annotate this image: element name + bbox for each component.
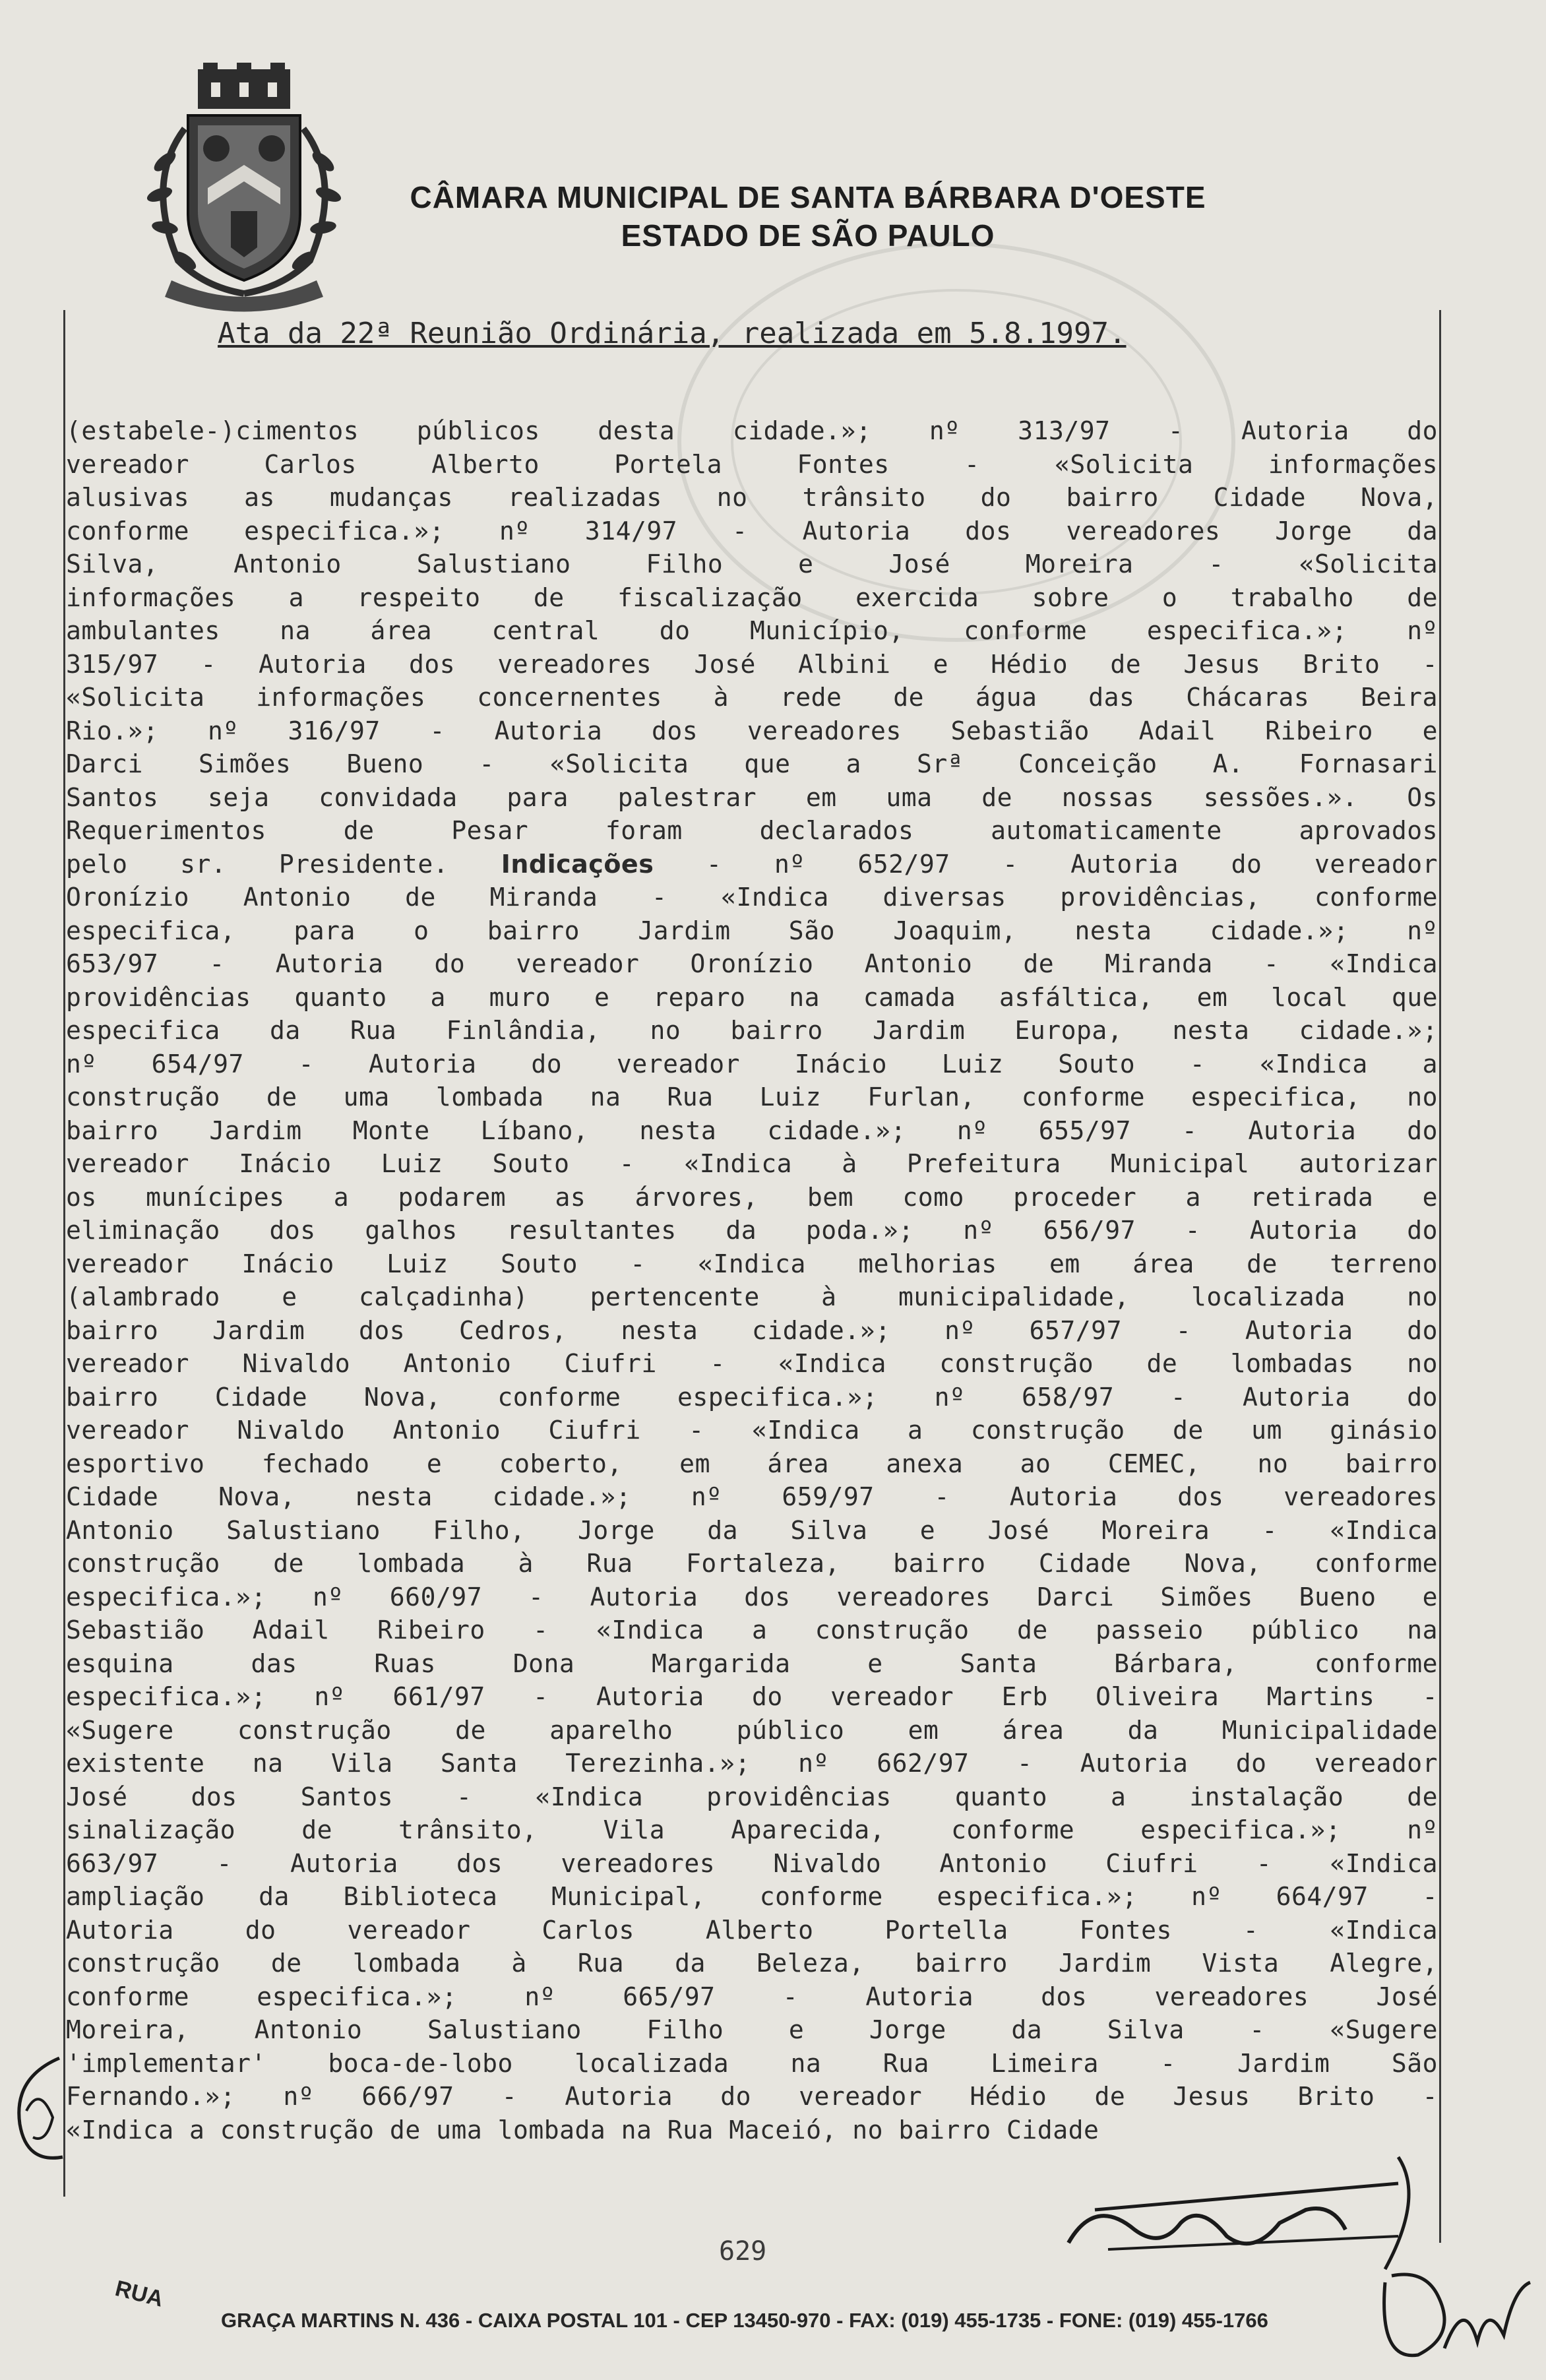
body-line: especifica, para o bairro Jardim São Joaquim, nesta cidade.»; nº xyxy=(66,916,1438,945)
body-line: 663/97 - Autoria dos vereadores Nivaldo Antonio Ciufri - «Indica xyxy=(66,1848,1438,1878)
body-line: esquina das Ruas Dona Margarida e Santa Bárbara, conforme xyxy=(66,1648,1438,1678)
body-line: (estabele-)cimentos públicos desta cidade.»; nº 313/97 - Autoria do xyxy=(66,416,1438,445)
body-line: 315/97 - Autoria dos vereadores José Albini e Hédio de Jesus Brito - xyxy=(66,649,1438,679)
body-line: (alambrado e calçadinha) pertencente à municipalidade, localizada no xyxy=(66,1282,1438,1311)
body-line: ampliação da Biblioteca Municipal, conforme especifica.»; nº 664/97 - xyxy=(66,1882,1438,1911)
body-line: conforme especifica.»; nº 665/97 - Autoria dos vereadores José xyxy=(66,1982,1438,2011)
body-line: vereador Carlos Alberto Portela Fontes - «Solicita informações xyxy=(66,449,1438,479)
body-line: 653/97 - Autoria do vereador Oronízio Antonio de Miranda - «Indica xyxy=(66,949,1438,978)
minutes-title: Ata da 22ª Reunião Ordinária, realizada em 5.8.1997. xyxy=(218,317,1127,350)
minutes-body xyxy=(66,414,1438,2146)
body-line: os munícipes a podarem as árvores, bem como proceder a retirada e xyxy=(66,1182,1438,1212)
body-line: sinalização de trânsito, Vila Aparecida, conforme especifica.»; nº xyxy=(66,1815,1438,1844)
right-border-line xyxy=(1439,310,1441,2243)
body-line: Santos seja convidada para palestrar em uma de nossas sessões.». Os xyxy=(66,782,1438,812)
body-line: Sebastião Adail Ribeiro - «Indica a construção de passeio público na xyxy=(66,1615,1438,1644)
body-line: bairro Cidade Nova, conforme especifica.»; nº 658/97 - Autoria do xyxy=(66,1382,1438,1412)
body-line: nº 654/97 - Autoria do vereador Inácio Luiz Souto - «Indica a xyxy=(66,1049,1438,1079)
body-line: especifica.»; nº 661/97 - Autoria do vereador Erb Oliveira Martins - xyxy=(66,1682,1438,1711)
body-line: eliminação dos galhos resultantes da poda.»; nº 656/97 - Autoria do xyxy=(66,1216,1438,1245)
body-line: informações a respeito de fiscalização exercida sobre o trabalho de xyxy=(66,582,1438,612)
indicacoes-heading: Indicações xyxy=(501,849,654,879)
state-name: ESTADO DE SÃO PAULO xyxy=(621,218,995,253)
body-line: Moreira, Antonio Salustiano Filho e Jorge da Silva - «Sugere xyxy=(66,2015,1438,2044)
initials-left-margin-icon xyxy=(0,2045,79,2177)
body-line-text: - nº 652/97 - Autoria do vereador xyxy=(706,849,1438,879)
page-number: 629 xyxy=(719,2236,767,2267)
footer-address-text: GRAÇA MARTINS N. 436 - CAIXA POSTAL 101 - CEP 13450-970 - FAX: (019) 455-1735 - FONE: (019) 455-1766 xyxy=(221,2309,1268,2332)
body-line: Antonio Salustiano Filho, Jorge da Silva e José Moreira - «Indica xyxy=(66,1515,1438,1545)
body-line xyxy=(66,848,1438,881)
footer-address xyxy=(112,2269,1438,2348)
body-line: vereador Nivaldo Antonio Ciufri - «Indica a construção de um ginásio xyxy=(66,1416,1438,1445)
body-line: «Indica a construção de uma lombada na Rua Maceió, no bairro Cidade xyxy=(66,2115,1099,2145)
body-line: alusivas as mudanças realizadas no trânsito do bairro Cidade Nova, xyxy=(66,483,1438,512)
body-line: Rio.»; nº 316/97 - Autoria dos vereadores Sebastião Adail Ribeiro e xyxy=(66,716,1438,745)
body-line: 'implementar' boca-de-lobo localizada na Rua Limeira - Jardim São xyxy=(66,2048,1438,2078)
body-line: Fernando.»; nº 666/97 - Autoria do vereador Hédio de Jesus Brito - xyxy=(66,2082,1438,2111)
body-line: Autoria do vereador Carlos Alberto Portella Fontes - «Indica xyxy=(66,1915,1438,1945)
body-line: providências quanto a muro e reparo na camada asfáltica, em local que xyxy=(66,982,1438,1012)
body-line: ambulantes na área central do Município, conforme especifica.»; nº xyxy=(66,616,1438,645)
body-line: esportivo fechado e coberto, em área anexa ao CEMEC, no bairro xyxy=(66,1449,1438,1478)
body-line-text: pelo sr. Presidente. xyxy=(66,849,449,879)
body-line: José dos Santos - «Indica providências quanto a instalação de xyxy=(66,1782,1438,1811)
body-line: construção de lombada à Rua Fortaleza, bairro Cidade Nova, conforme xyxy=(66,1549,1438,1578)
body-line: vereador Inácio Luiz Souto - «Indica melhorias em área de terreno xyxy=(66,1249,1438,1278)
body-line: construção de lombada à Rua da Beleza, bairro Jardim Vista Alegre, xyxy=(66,1949,1438,1978)
body-line: «Solicita informações concernentes à rede de água das Chácaras Beira xyxy=(66,683,1438,712)
body-line: vereador Inácio Luiz Souto - «Indica à Prefeitura Municipal autorizar xyxy=(66,1149,1438,1178)
body-line: bairro Jardim dos Cedros, nesta cidade.»; nº 657/97 - Autoria do xyxy=(66,1315,1438,1345)
body-line: Darci Simões Bueno - «Solicita que a Srª Conceição A. Fornasari xyxy=(66,749,1438,778)
body-line: «Sugere construção de aparelho público em área da Municipalidade xyxy=(66,1715,1438,1745)
body-line: Silva, Antonio Salustiano Filho e José Moreira - «Solicita xyxy=(66,549,1438,579)
body-line: especifica.»; nº 660/97 - Autoria dos vereadores Darci Simões Bueno e xyxy=(66,1582,1438,1612)
body-line: conforme especifica.»; nº 314/97 - Autoria dos vereadores Jorge da xyxy=(66,516,1438,546)
left-border-line xyxy=(63,310,65,2197)
body-line: Cidade Nova, nesta cidade.»; nº 659/97 - Autoria dos vereadores xyxy=(66,1482,1438,1511)
body-line: Requerimentos de Pesar foram declarados automaticamente aprovados xyxy=(66,816,1438,845)
institution-name: CÂMARA MUNICIPAL DE SANTA BÁRBARA D'OESTE xyxy=(410,180,1206,214)
municipal-crest-icon xyxy=(132,63,356,313)
letterhead xyxy=(396,178,1220,255)
body-line: Oronízio Antonio de Miranda - «Indica diversas providências, conforme xyxy=(66,883,1438,912)
body-line: vereador Nivaldo Antonio Ciufri - «Indica construção de lombadas no xyxy=(66,1349,1438,1378)
body-line: bairro Jardim Monte Líbano, nesta cidade.»; nº 655/97 - Autoria do xyxy=(66,1115,1438,1145)
footer-rua: RUA xyxy=(112,2276,166,2312)
body-line: construção de uma lombada na Rua Luiz Furlan, conforme especifica, no xyxy=(66,1082,1438,1112)
body-line: especifica da Rua Finlândia, no bairro Jardim Europa, nesta cidade.»; xyxy=(66,1016,1438,1045)
body-line: existente na Vila Santa Terezinha.»; nº 662/97 - Autoria do vereador xyxy=(66,1749,1438,1778)
